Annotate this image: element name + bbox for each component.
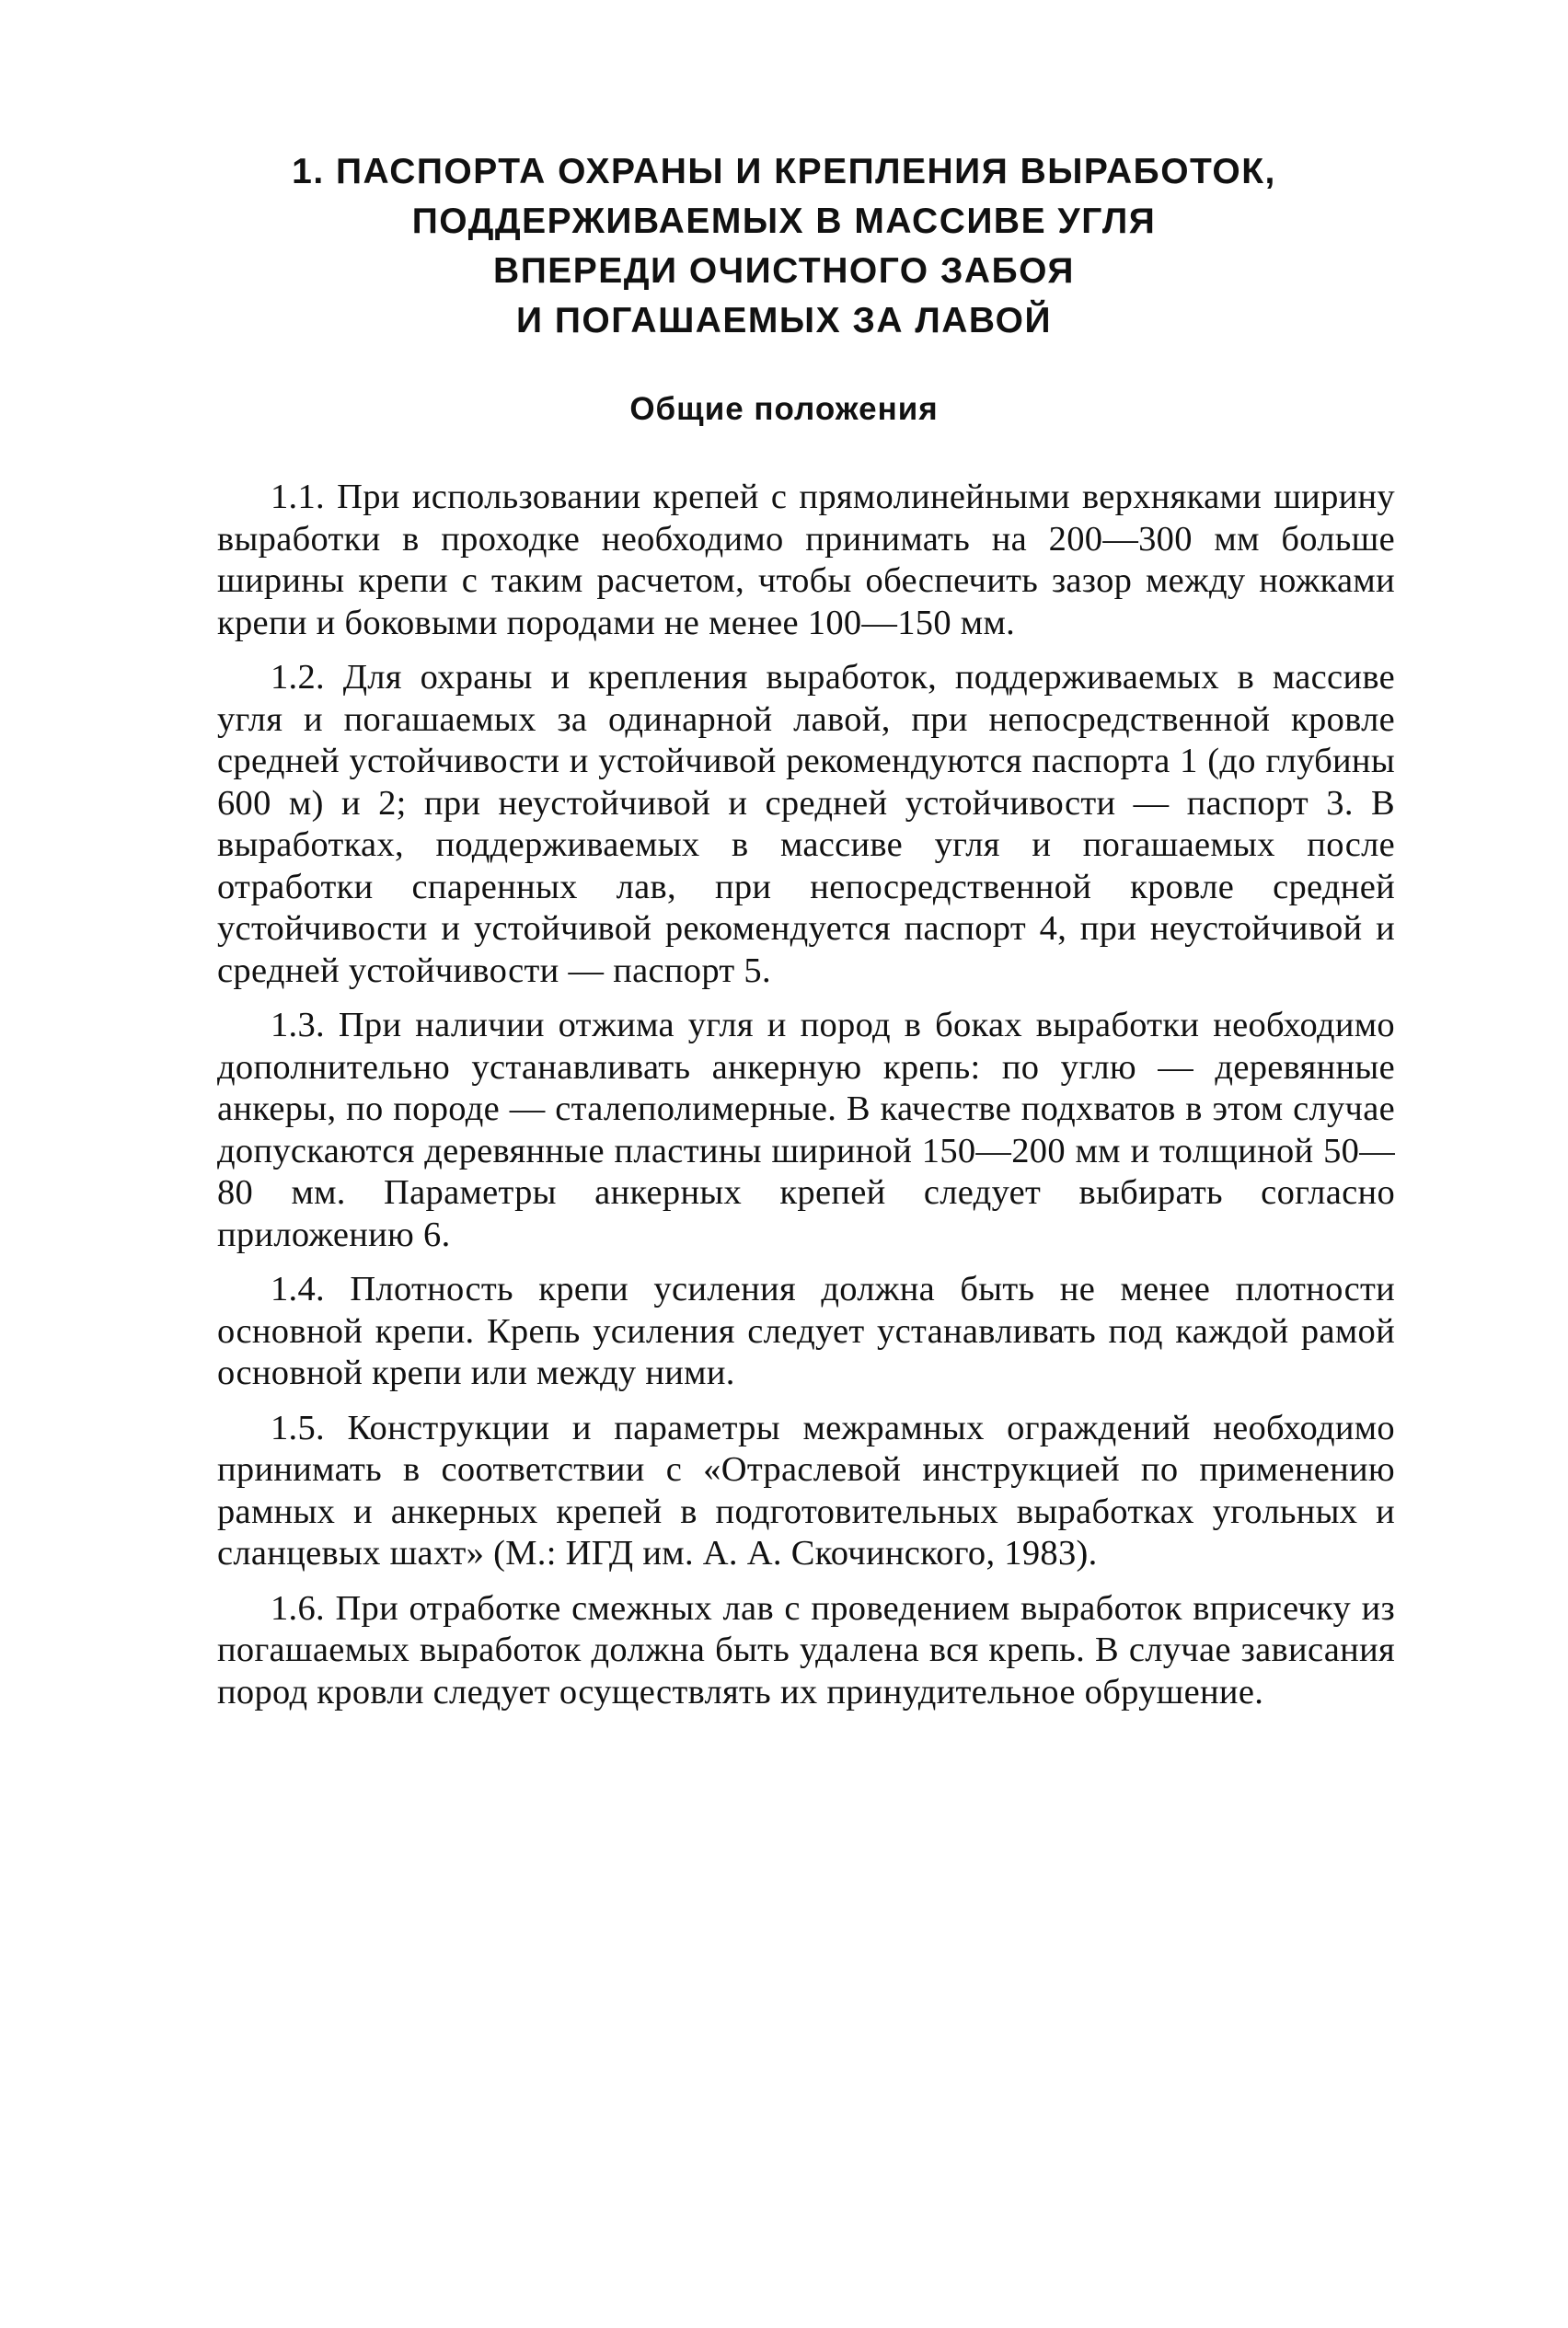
section-title-line: ПОДДЕРЖИВАЕМЫХ В МАССИВЕ УГЛЯ <box>411 202 1157 241</box>
section-title-line: ВПЕРЕДИ ОЧИСТНОГО ЗАБОЯ <box>493 251 1075 291</box>
paragraph-1-3: 1.3. При наличии отжима угля и пород в боках выработки необходимо дополнительно устанавливать анкерную крепь: по углю — деревянные анкеры, по породе — сталеполимерные. В качестве подхватов в этом случае допускаются деревянные пластины шириной 150—200 мм и толщиной 50—80 мм. Параметры анкерных крепей следует выбирать согласно приложению 6. <box>217 1006 1395 1254</box>
paragraph-1-5: 1.5. Конструкции и параметры межрамных ограждений необходимо принимать в соответствии с «Отраслевой инструкцией по применению рамных и анкерных крепей в подготовительных выработках угольных и сланцевых шахт» (М.: ИГД им. А. А. Скочинского, 1983). <box>217 1408 1395 1573</box>
body-text <box>217 477 1395 1726</box>
paragraph-1-6: 1.6. При отработке смежных лав с проведением выработок вприсечку из погашаемых выработок должна быть удалена вся крепь. В случае зависания пород кровли следует осуществлять их принудительное обрушение. <box>217 1588 1395 1711</box>
paragraph-1-4: 1.4. Плотность крепи усиления должна быть не менее плотности основной крепи. Крепь усиления следует устанавливать под каждой рамой основной крепи или между ними. <box>217 1270 1395 1392</box>
section-title <box>212 147 1356 346</box>
paragraph-1-2: 1.2. Для охраны и крепления выработок, поддерживаемых в массиве угля и погашаемых за одинарной лавой, при непосредственной кровле средней устойчивости и устойчивой рекомендуются паспорта 1 (до глубины 600 м) и 2; при неустойчивой и средней устойчивости — паспорт 3. В выработках, поддерживаемых в массиве угля и погашаемых после отработки спаренных лав, при непосредственной кровле средней устойчивости и устойчивой рекомендуется паспорт 4, при неустойчивой и средней устойчивости — паспорт 5. <box>217 658 1395 990</box>
section-title-line: 1. ПАСПОРТА ОХРАНЫ И КРЕПЛЕНИЯ ВЫРАБОТОК, <box>292 152 1276 191</box>
section-title-line: И ПОГАШАЕМЫХ ЗА ЛАВОЙ <box>516 301 1052 340</box>
paragraph-1-1: 1.1. При использовании крепей с прямолинейными верхняками ширину выработки в проходке необходимо принимать на 200—300 мм больше ширины крепи с таким расчетом, чтобы обеспечить зазор между ножками крепи и боковыми породами не менее 100—150 мм. <box>217 478 1395 642</box>
subsection-title: Общие положения <box>629 391 939 427</box>
